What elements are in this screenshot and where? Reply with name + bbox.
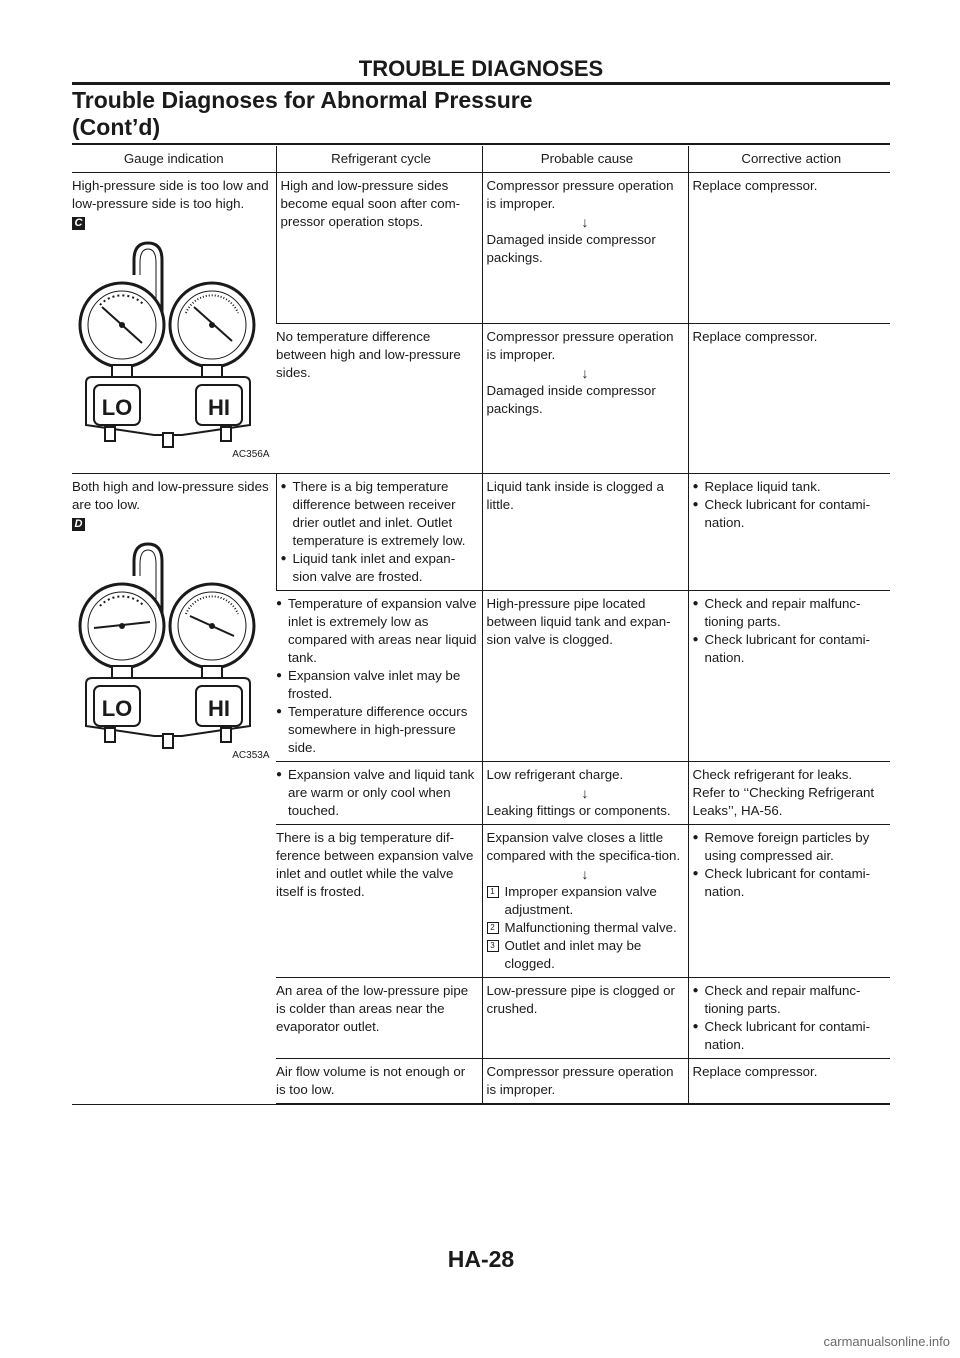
cause-cell: High-pressure pipe located between liquid tank and expan-sion valve is clogged. [482, 591, 688, 762]
table-row [72, 474, 890, 591]
numbered-text: Malfunctioning thermal valve. [504, 920, 677, 935]
bullet-icon: ● [276, 706, 283, 717]
number-2-icon: 2 [487, 922, 499, 934]
cause-text: Compressor pressure operation is improper. [486, 329, 674, 362]
bullet-text: Check lubricant for contami-nation. [704, 1019, 871, 1052]
action-cell [688, 825, 890, 978]
down-arrow-icon: ↓ [581, 785, 589, 801]
bullet-text: Replace liquid tank. [704, 479, 821, 494]
gauge-cell-1 [72, 173, 276, 474]
cause-cell: Compressor pressure operation is improper. [482, 1059, 688, 1105]
bullet-icon: ● [276, 670, 283, 681]
bullet-text: Check lubricant for contami-nation. [704, 632, 871, 665]
page-title-line1: Trouble Diagnoses for Abnormal Pressure [72, 87, 533, 113]
bullet-item [276, 703, 478, 757]
cause-cell [482, 173, 688, 324]
bullet-item [693, 1018, 887, 1054]
bullet-icon: ● [280, 553, 287, 564]
down-arrow-icon: ↓ [581, 214, 589, 230]
cycle-cell [276, 591, 482, 762]
action-cell [688, 978, 890, 1059]
bullet-icon: ● [692, 634, 699, 645]
bullet-icon: ● [280, 481, 287, 492]
bullet-item [693, 478, 887, 496]
bullet-icon: ● [692, 481, 699, 492]
bullet-icon: ● [692, 868, 699, 879]
bullet-icon: ● [692, 832, 699, 843]
bullet-item [281, 550, 478, 586]
action-cell [688, 591, 890, 762]
gauge-indication-text: High-pressure side is too low and low-pressure side is too high. [72, 178, 269, 211]
cause-cell [482, 825, 688, 978]
page-title-line2: (Cont’d) [72, 114, 161, 140]
watermark: carmanualsonline.info [823, 1334, 950, 1349]
cycle-cell [276, 474, 482, 591]
bullet-text: Temperature of expansion valve inlet is extremely low as compared with areas near liquid tank. [288, 596, 477, 665]
action-cell: Replace compressor. [688, 1059, 890, 1105]
bullet-icon: ● [276, 769, 283, 780]
page-title [72, 87, 890, 141]
bullet-item [693, 595, 887, 631]
bullet-text: Remove foreign particles by using compressed air. [704, 830, 870, 863]
manifold-gauge-icon [72, 235, 268, 450]
cause-cell [482, 762, 688, 825]
mark-c-icon: C [72, 217, 85, 230]
bullet-text: There is a big temperature difference between receiver drier outlet and inlet. Outlet temperature is extremely low. [292, 479, 466, 548]
gauge-cell-2 [72, 474, 276, 1105]
cause-text: Compressor pressure operation is improper. [486, 178, 674, 211]
action-cell: Check refrigerant for leaks. Refer to ‘‘Checking Refrigerant Leaks’’, HA-56. [688, 762, 890, 825]
header-rule [72, 82, 890, 85]
bullet-text: Expansion valve and liquid tank are warm or only cool when touched. [288, 767, 475, 818]
bullet-item [276, 766, 478, 820]
figure-code: AC353A [232, 750, 270, 761]
bullet-text: Temperature difference occurs somewhere in high-pressure side. [288, 704, 468, 755]
bullet-text: Check and repair malfunc-tioning parts. [704, 983, 861, 1016]
cycle-cell: Air flow volume is not enough or is too low. [276, 1059, 482, 1105]
numbered-text: Outlet and inlet may be clogged. [504, 938, 642, 971]
bullet-text: Check lubricant for contami-nation. [704, 497, 871, 530]
numbered-text: Improper expansion valve adjustment. [504, 884, 657, 917]
bullet-item [693, 982, 887, 1018]
col-header-cause: Probable cause [482, 146, 688, 173]
diagnosis-table [72, 146, 890, 1105]
bullet-text: Expansion valve inlet may be frosted. [288, 668, 461, 701]
page-number: HA-28 [447, 1246, 515, 1272]
cycle-cell: High and low-pressure sides become equal soon after com-pressor operation stops. [276, 173, 482, 324]
bullet-text: Check lubricant for contami-nation. [704, 866, 871, 899]
number-1-icon: 1 [487, 886, 499, 898]
bullet-item [693, 496, 887, 532]
manifold-gauge-icon [72, 536, 268, 751]
gauge-hi-label: HI [208, 696, 230, 721]
cycle-cell: An area of the low-pressure pipe is colder than areas near the evaporator outlet. [276, 978, 482, 1059]
cause-cell: Liquid tank inside is clogged a little. [482, 474, 688, 591]
bullet-icon: ● [692, 499, 699, 510]
gauge-hi-label: HI [208, 395, 230, 420]
table-row [72, 173, 890, 324]
cause-text: Expansion valve closes a little compared with the specifica-tion. [486, 830, 681, 863]
section-heading: TROUBLE DIAGNOSES [358, 56, 604, 81]
action-cell: Replace compressor. [688, 324, 890, 474]
cause-text: Damaged inside compressor packings. [486, 383, 656, 416]
action-cell: Replace compressor. [688, 173, 890, 324]
bullet-icon: ● [692, 985, 699, 996]
bullet-item [693, 829, 887, 865]
bullet-icon: ● [692, 598, 699, 609]
bullet-icon: ● [692, 1021, 699, 1032]
bullet-text: Check and repair malfunc-tioning parts. [704, 596, 861, 629]
col-header-gauge: Gauge indication [72, 146, 276, 173]
bullet-text: Liquid tank inlet and expan-sion valve are frosted. [292, 551, 456, 584]
action-cell [688, 474, 890, 591]
cause-cell: Low-pressure pipe is clogged or crushed. [482, 978, 688, 1059]
cycle-cell [276, 762, 482, 825]
figure-code: AC356A [232, 449, 270, 460]
cause-text: Low refrigerant charge. [486, 767, 624, 782]
numbered-item [487, 883, 684, 919]
bullet-item [693, 631, 887, 667]
down-arrow-icon: ↓ [581, 866, 589, 882]
bullet-icon: ● [276, 598, 283, 609]
col-header-action: Corrective action [688, 146, 890, 173]
cause-cell [482, 324, 688, 474]
cause-text: Leaking fittings or components. [486, 803, 671, 818]
gauge-indication-text: Both high and low-pressure sides are too low. [72, 479, 269, 512]
bullet-item [276, 595, 478, 667]
cycle-cell: No temperature difference between high and low-pressure sides. [276, 324, 482, 474]
numbered-item [487, 937, 684, 973]
gauge-lo-label: LO [101, 395, 133, 420]
title-rule [72, 143, 890, 145]
cause-text: Damaged inside compressor packings. [486, 232, 656, 265]
down-arrow-icon: ↓ [581, 365, 589, 381]
bullet-item [276, 667, 478, 703]
mark-d-icon: D [72, 518, 85, 531]
bullet-item [693, 865, 887, 901]
gauge-lo-label: LO [101, 696, 133, 721]
cycle-cell: There is a big temperature dif-ference between expansion valve inlet and outlet while the valve itself is frosted. [276, 825, 482, 978]
bullet-item [281, 478, 478, 550]
numbered-item [487, 919, 684, 937]
table-header-row [72, 146, 890, 173]
number-3-icon: 3 [487, 940, 499, 952]
col-header-cycle: Refrigerant cycle [276, 146, 482, 173]
